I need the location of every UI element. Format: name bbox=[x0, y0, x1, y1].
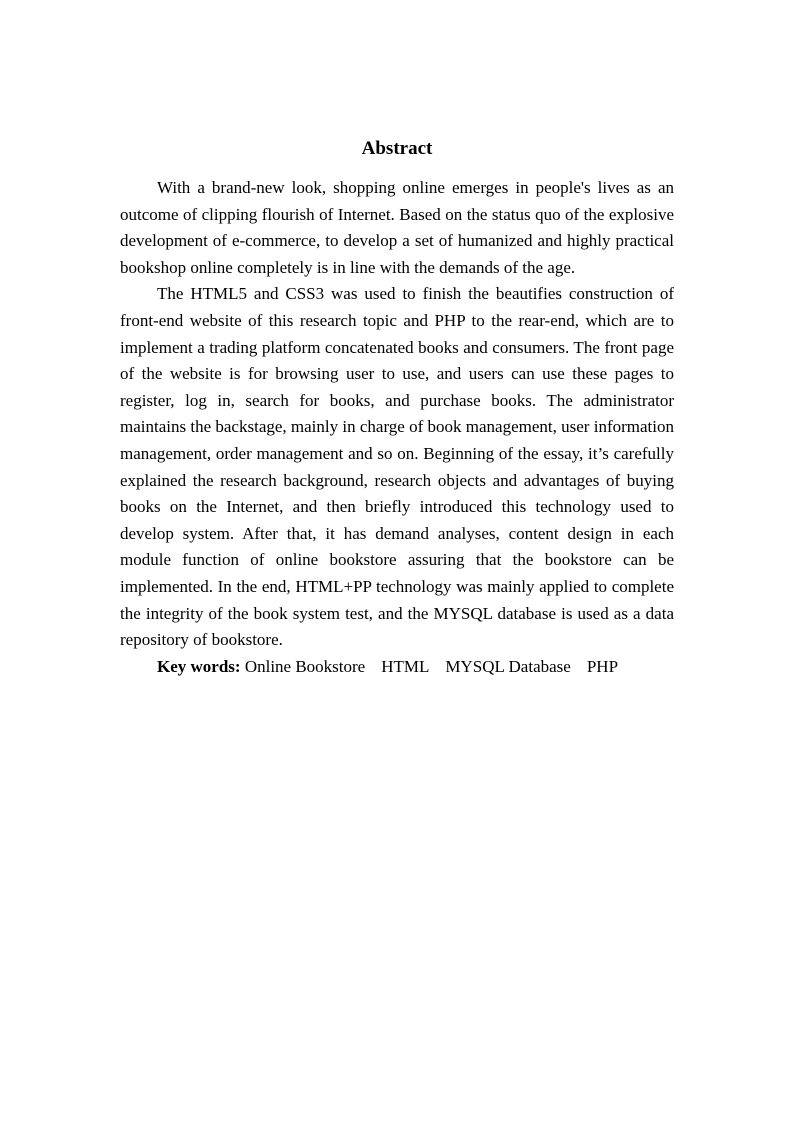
abstract-page bbox=[120, 136, 674, 680]
keywords-line bbox=[120, 654, 674, 681]
abstract-title: Abstract bbox=[361, 138, 433, 159]
keywords-label: Key words: bbox=[157, 656, 241, 676]
abstract-paragraph-2: The HTML5 and CSS3 was used to finish the beautifies construction of front-end website of this research topic and PHP to the rear-end, which are to implement a trading platform concatenated books and consumers. The front page of the website is for browsing user to use, and users can use these pages to register, log in, search for books, and purchase books. The administrator maintains the backstage, mainly in charge of book management, user information management, order management and so on. Beginning of the essay, it’s carefully explained the research background, research objects and advantages of buying books on the Internet, and then briefly introduced this technology used to develop system. After that, it has demand analyses, content design in each module function of online bookstore assuring that the bookstore can be implemented. In the end, HTML+PP technology was mainly applied to complete the integrity of the book system test, and the MYSQL database is used as a data repository of bookstore. bbox=[120, 284, 674, 650]
keyword-item: Online Bookstore bbox=[244, 656, 366, 676]
keyword-item: HTML bbox=[381, 656, 430, 676]
keyword-item: MYSQL Database bbox=[445, 656, 571, 676]
abstract-paragraph-1: With a brand-new look, shopping online emerges in people's lives as an outcome of clipping flourish of Internet. Based on the status quo of the explosive development of e-commerce, to develop a set of humanized and highly practical bookshop online completely is in line with the demands of the age. bbox=[120, 178, 674, 277]
keyword-item: PHP bbox=[586, 656, 619, 676]
